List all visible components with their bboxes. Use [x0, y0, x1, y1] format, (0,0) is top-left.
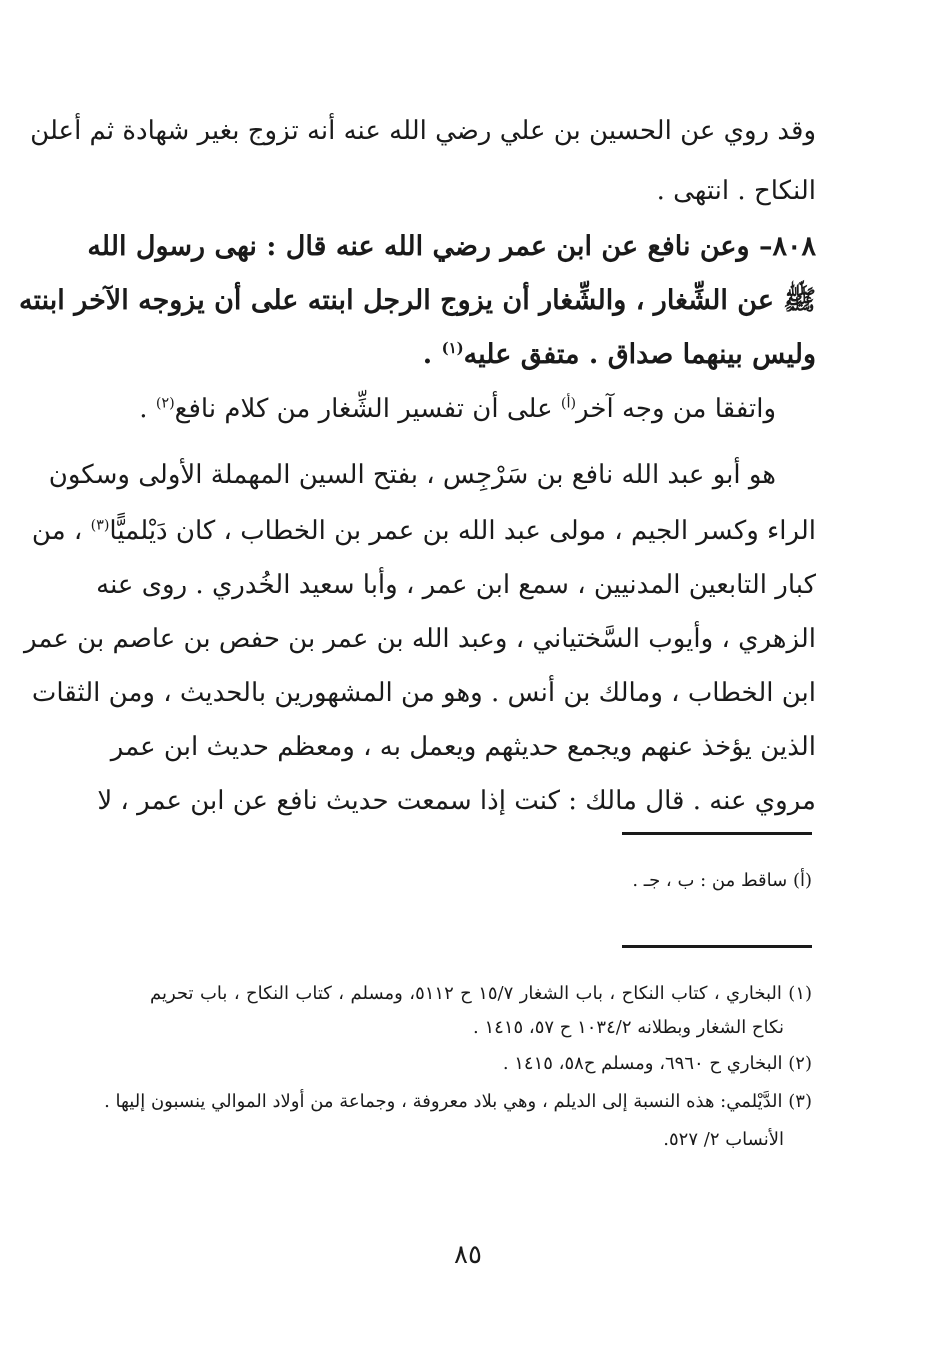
commentary-line-5: ابن الخطاب ، ومالك بن أنس . وهو من المشهورين بالحديث ، ومن الثقات [31, 678, 816, 708]
footnote-3-line-1: (٣) الدَّيْلمي: هذه النسبة إلى الديلم ، وهي بلاد معروفة ، وجماعة من أولاد الموالي ينسبون إليها . [104, 1091, 812, 1112]
agreed-part-3: . [139, 394, 156, 424]
commentary-line-2-text: الراء وكسر الجيم ، مولى عبد الله بن عمر بن الخطاب ، كان دَيْلميًّا [109, 516, 816, 546]
commentary-line-2-end: ، من [31, 516, 91, 546]
agreed-line [139, 394, 776, 424]
variant-ref-a: (أ) [560, 395, 577, 412]
footnote-ref-2: (٢) [155, 395, 175, 412]
commentary-line-3: كبار التابعين المدنيين ، سمع ابن عمر ، وأبا سعيد الخُدري . روى عنه [96, 570, 816, 600]
footnote-ref-3: (٣) [90, 517, 110, 534]
commentary-line-1: هو أبو عبد الله نافع بن سَرْجِس ، بفتح السين المهملة الأولى وسكون [48, 460, 776, 490]
intro-line-1: وقد روي عن الحسين بن علي رضي الله عنه أنه تزوج بغير شهادة ثم أعلن [30, 116, 816, 146]
footnote-2: (٢) البخاري ح ٦٩٦٠، ومسلم ح٥٨، ١٤١٥ . [502, 1053, 812, 1074]
hadith-line-3-end: . [422, 339, 442, 370]
footnote-separator [622, 945, 812, 948]
commentary-line-2 [31, 516, 816, 546]
variant-separator [622, 832, 812, 835]
hadith-line-3-text: وليس بينهما صداق . متفق عليه [463, 339, 816, 370]
footnote-ref-1: (١) [441, 339, 464, 357]
commentary-line-6: الذين يؤخذ عنهم ويجمع حديثهم ويعمل به ، ومعظم حديث ابن عمر [110, 732, 816, 762]
hadith-line-2: ﷺ عن الشِّغار ، والشِّغار أن يزوج الرجل ابنته على أن يزوجه الآخر ابنته [19, 285, 816, 316]
commentary-line-7: مروي عنه . قال مالك : كنت إذا سمعت حديث نافع عن ابن عمر ، لا [97, 786, 816, 816]
agreed-part-2: على أن تفسير الشِّغار من كلام نافع [174, 394, 561, 424]
footnote-1-line-1: (١) البخاري ، كتاب النكاح ، باب الشغار ١٥/٧ ح ٥١١٢، ومسلم ، كتاب النكاح ، باب تحريم [150, 983, 813, 1004]
footnote-3-line-2: الأنساب ٢/ ٥٢٧. [663, 1129, 784, 1150]
footnote-1-line-2: نكاح الشغار وبطلانه ١٠٣٤/٢ ح ٥٧، ١٤١٥ . [473, 1017, 784, 1038]
agreed-part-1: واتفقا من وجه آخر [576, 394, 776, 424]
hadith-line-1: ٨٠٨– وعن نافع عن ابن عمر رضي الله عنه قال : نهى رسول الله [87, 231, 816, 262]
hadith-line-3 [150, 341, 816, 368]
variant-note: (أ) ساقط من : ب ، جـ . [632, 870, 812, 891]
page-number: ٨٥ [454, 1240, 482, 1270]
intro-line-2: النكاح . انتهى . [656, 176, 816, 206]
commentary-line-4: الزهري ، وأيوب السَّختياني ، وعبد الله بن عمر بن حفص بن عاصم بن عمر [24, 624, 816, 654]
